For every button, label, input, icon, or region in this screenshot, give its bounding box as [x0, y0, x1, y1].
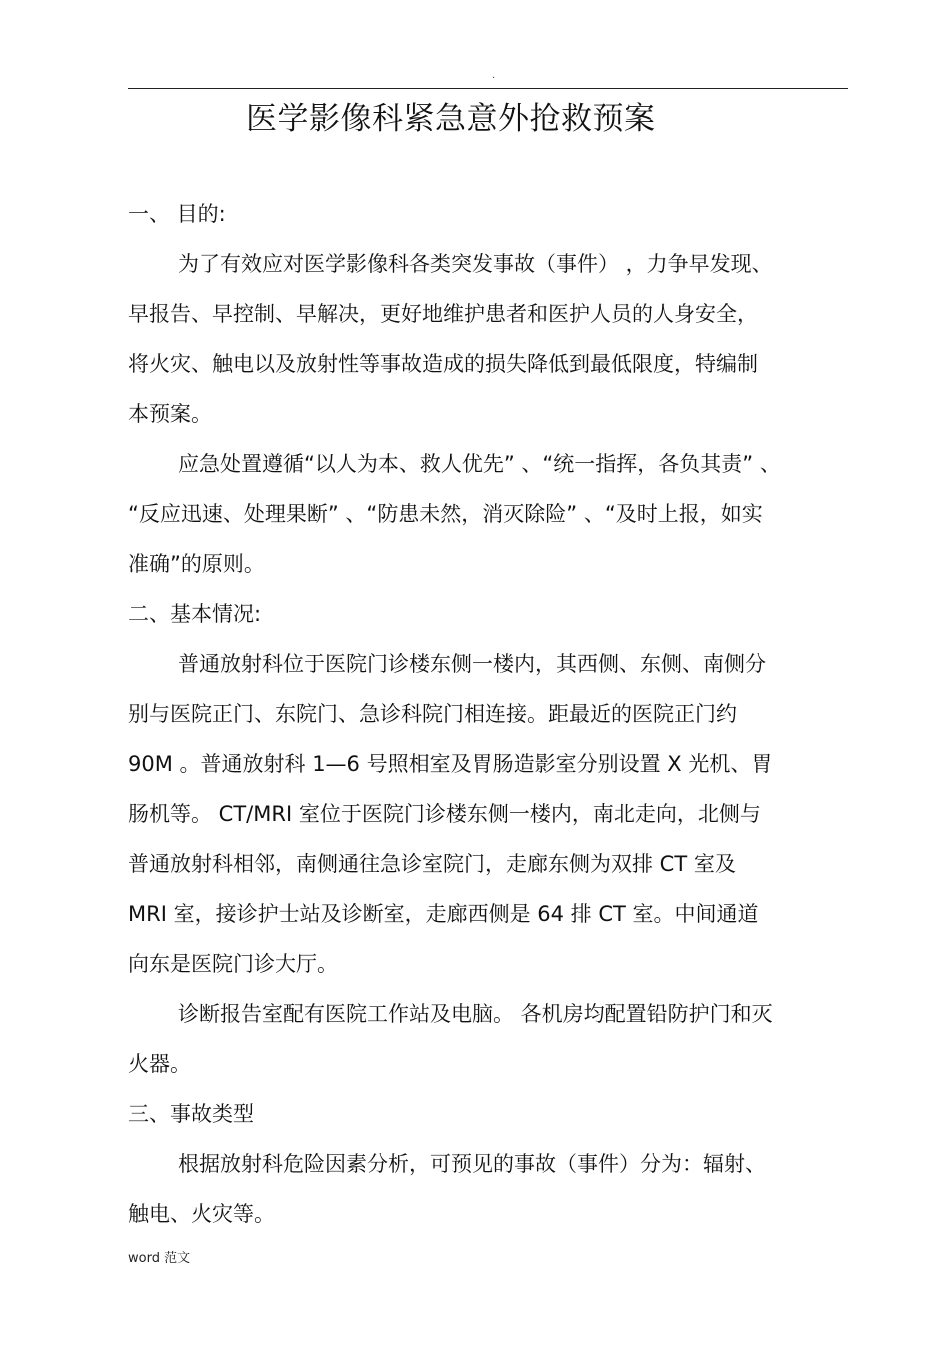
paragraph-line: 向东是医院门诊大厅。 [128, 952, 338, 976]
footer-label: word 范文 [128, 1251, 191, 1266]
paragraph-line: 普通放射科相邻，南侧通往急诊室院门，走廊东侧为双排 CT 室及 [128, 852, 736, 876]
section-heading: 二、基本情况: [128, 602, 262, 626]
paragraph-line: 将火灾、触电以及放射性等事故造成的损失降低到最低限度，特编制 [128, 352, 758, 376]
paragraph-line: 触电、火灾等。 [128, 1202, 275, 1226]
paragraph-line: 火器。 [128, 1052, 191, 1076]
paragraph-line: 早报告、早控制、早解决，更好地维护患者和医护人员的人身安全， [128, 302, 758, 326]
paragraph-line: MRI 室，接诊护士站及诊断室，走廊西侧是 64 排 CT 室。中间通道 [128, 902, 759, 926]
paragraph-line: “反应迅速、处理果断” 、“防患未然，消灭除险” 、“及时上报，如实 [128, 502, 763, 526]
document-title: 医学影像科紧急意外抢救预案 [246, 101, 656, 137]
paragraph-line: 90M 。普通放射科 1—6 号照相室及胃肠造影室分别设置 X 光机、胃 [128, 752, 773, 776]
paragraph-line: 本预案。 [128, 402, 212, 426]
section-heading: 一、 目的: [128, 202, 226, 226]
header-mark: . [492, 70, 496, 81]
paragraph-line: 诊断报告室配有医院工作站及电脑。 各机房均配置铅防护门和灭 [178, 1002, 773, 1026]
header-divider [128, 88, 848, 89]
section-heading: 三、事故类型 [128, 1102, 254, 1126]
paragraph-line: 准确”的原则。 [128, 552, 265, 576]
paragraph-line: 应急处置遵循“以人为本、救人优先” 、“统一指挥，各负其责” 、 [178, 452, 781, 476]
paragraph-line: 普通放射科位于医院门诊楼东侧一楼内，其西侧、东侧、南侧分 [178, 652, 766, 676]
paragraph-line: 为了有效应对医学影像科各类突发事故（事件） ，力争早发现、 [178, 252, 773, 276]
paragraph-line: 根据放射科危险因素分析，可预见的事故（事件）分为：辐射、 [178, 1152, 766, 1176]
paragraph-line: 肠机等。 CT/MRI 室位于医院门诊楼东侧一楼内，南北走向，北侧与 [128, 802, 761, 826]
paragraph-line: 别与医院正门、东院门、急诊科院门相连接。距最近的医院正门约 [128, 702, 737, 726]
